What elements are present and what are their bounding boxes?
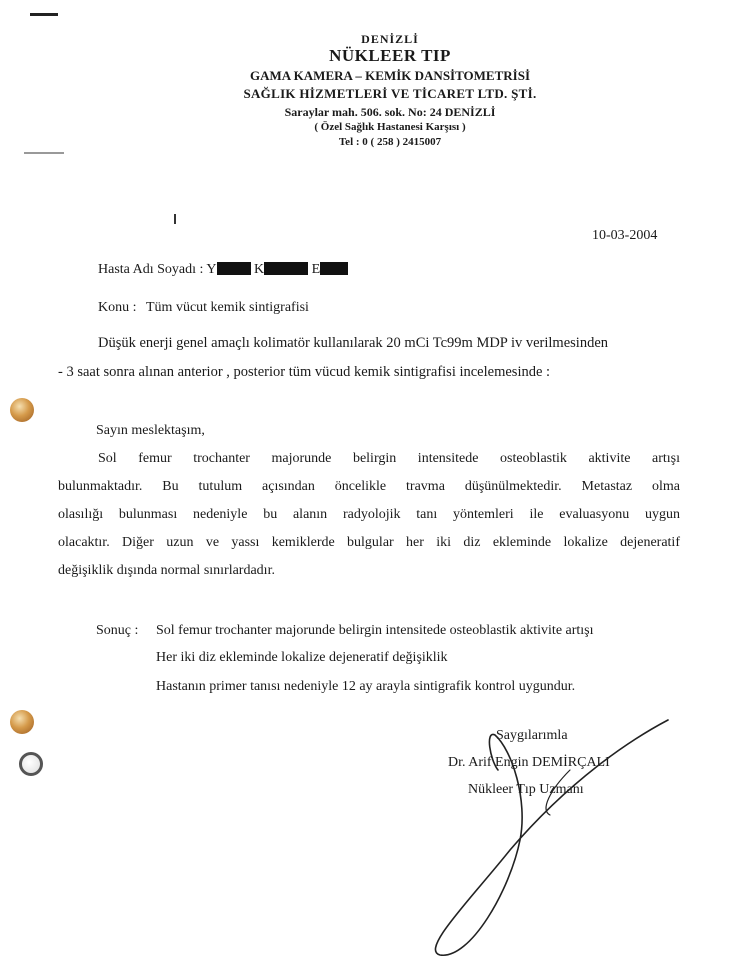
scan-mark <box>174 214 176 224</box>
letterhead-name: NÜKLEER TIP <box>329 46 451 65</box>
binder-hole <box>10 398 34 422</box>
scan-mark <box>24 152 64 154</box>
redaction-bar <box>264 262 308 275</box>
signature-closing: Saygılarımla <box>496 728 568 743</box>
findings-line: bulunmaktadır. Bu tutulum açısından öncelikle travma düşünülmektedir. Metastaz olma <box>58 479 680 494</box>
salutation: Sayın meslektaşım, <box>96 423 205 438</box>
letterhead-phone: Tel : 0 ( 258 ) 2415007 <box>338 136 442 148</box>
findings-line: Sol femur trochanter majorunde belirgin intensitede osteoblastik aktivite artışı <box>98 451 680 466</box>
letterhead-subtitle: GAMA KAMERA – KEMİK DANSİTOMETRİSİ <box>249 68 530 83</box>
patient-initial: Y <box>206 262 217 277</box>
findings-line: olacaktır. Diğer uzun ve yassı kemiklerde bulgular her iki diz ekleminde lokalize dejeneratif <box>58 535 680 550</box>
binder-hole <box>10 710 34 734</box>
patient-initial: E <box>311 262 321 277</box>
intro-line: - 3 saat sonra alınan anterior , posterior tüm vücud kemik sintigrafisi incelemesinde : <box>58 364 551 380</box>
conclusion-label: Sonuç : <box>96 623 139 638</box>
findings-line: değişiklik dışında normal sınırlardadır. <box>58 563 275 578</box>
conclusion-item: Hastanın primer tanısı nedeniyle 12 ay arayla sintigrafik kontrol uygundur. <box>156 679 576 694</box>
conclusion-item: Her iki diz ekleminde lokalize dejeneratif değişiklik <box>156 650 448 665</box>
handwritten-signature <box>400 690 700 970</box>
redaction-bar <box>320 262 348 275</box>
letter-date: 10-03-2004 <box>592 228 658 243</box>
subject-line <box>98 300 309 316</box>
letterhead-city: DENİZLİ <box>361 32 419 46</box>
letterhead-address: Saraylar mah. 506. sok. No: 24 DENİZLİ <box>284 105 496 119</box>
subject-value: Tüm vücut kemik sintigrafisi <box>146 300 309 315</box>
letterhead-note: ( Özel Sağlık Hastanesi Karşısı ) <box>314 121 466 133</box>
findings-line: olasılığı bulunması nedeniyle bu alanın radyolojik tanı yöntemleri ile evaluasyonu uygun <box>58 507 680 522</box>
signature-doctor: Dr. Arif Engin DEMİRÇALI <box>448 755 610 770</box>
redaction-bar <box>217 262 251 275</box>
letterhead-company: SAĞLIK HİZMETLERİ VE TİCARET LTD. ŞTİ. <box>243 86 537 101</box>
subject-label: Konu : <box>98 300 137 315</box>
patient-initial: K <box>254 262 265 277</box>
conclusion-item: Sol femur trochanter majorunde belirgin intensitede osteoblastik aktivite artışı <box>156 623 594 638</box>
scan-mark <box>30 13 58 16</box>
intro-line: Düşük enerji genel amaçlı kolimatör kullanılarak 20 mCi Tc99m MDP iv verilmesinden <box>98 335 609 351</box>
signature-title: Nükleer Tıp Uzmanı <box>468 782 584 797</box>
patient-line <box>98 262 348 278</box>
binder-hole-ring <box>19 752 43 776</box>
patient-label: Hasta Adı Soyadı : <box>98 262 204 277</box>
